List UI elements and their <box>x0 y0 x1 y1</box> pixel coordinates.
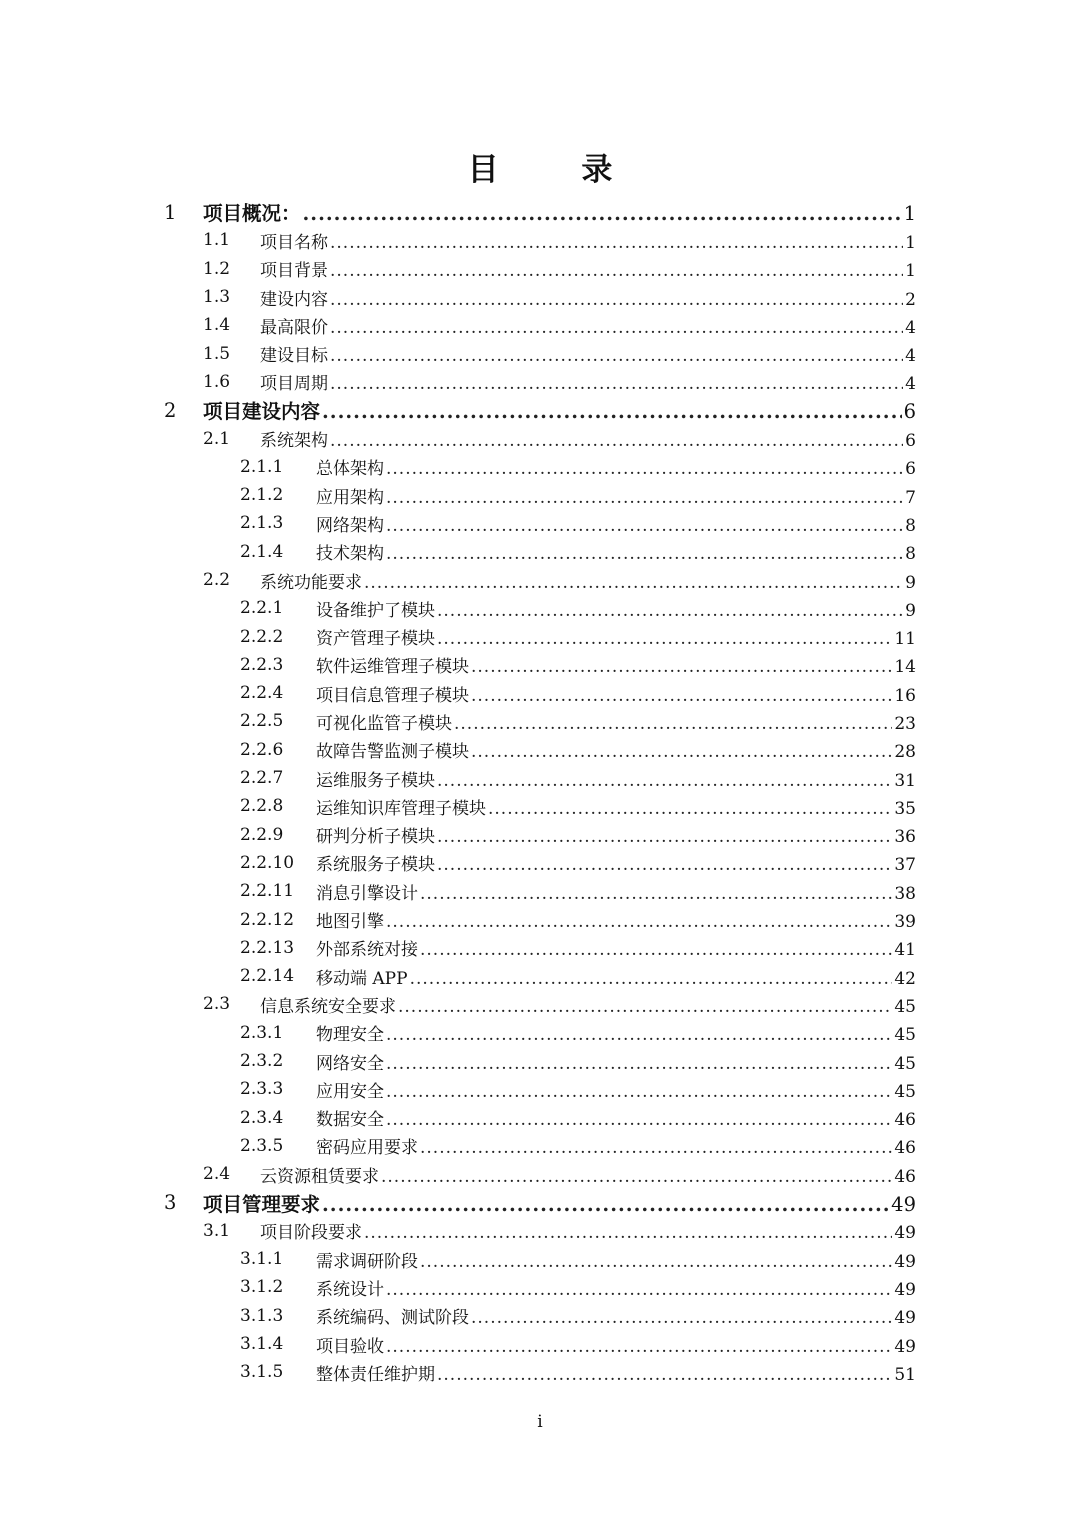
toc-entry-line <box>316 454 916 479</box>
dot-leader <box>386 488 903 508</box>
toc-entry-page-number: 8 <box>905 544 916 565</box>
dot-leader <box>437 601 903 621</box>
dot-leader <box>420 940 892 960</box>
toc-entry-number: 2.1.2 <box>240 485 284 506</box>
toc-entry-page-number: 8 <box>905 515 916 536</box>
toc-entry-number: 2.2.2 <box>240 626 284 647</box>
toc-entry-number: 2.1.3 <box>240 513 284 534</box>
toc-entry-level-2[interactable] <box>0 1160 1080 1188</box>
toc-entry-line <box>260 285 916 310</box>
toc-title: 目 录 <box>467 152 649 188</box>
toc-entry-page-number: 36 <box>894 827 916 848</box>
toc-entry-page-number: 39 <box>894 912 916 933</box>
toc-entry-level-3[interactable] <box>0 849 1080 877</box>
dot-leader <box>381 1167 892 1187</box>
toc-entry-level-3[interactable] <box>0 962 1080 990</box>
toc-entry-number: 3 <box>164 1191 177 1215</box>
toc-entry-title: 密码应用要求 <box>316 1138 418 1159</box>
toc-entry-level-3[interactable] <box>0 481 1080 509</box>
toc-entry-line <box>203 198 916 226</box>
dot-leader <box>471 686 892 706</box>
toc-entry-level-3[interactable] <box>0 1330 1080 1358</box>
dot-leader <box>364 573 903 593</box>
toc-entry-number: 3.1.5 <box>240 1362 284 1383</box>
toc-entry-level-3[interactable] <box>0 877 1080 905</box>
toc-entry-page-number: 23 <box>894 713 916 734</box>
toc-entry-title: 云资源租赁要求 <box>260 1166 379 1187</box>
toc-entry-page-number: 35 <box>894 798 916 819</box>
toc-entry-level-3[interactable] <box>0 538 1080 566</box>
toc-entry-level-2[interactable] <box>0 311 1080 339</box>
toc-entry-line <box>316 1275 916 1300</box>
dot-leader <box>322 400 902 423</box>
toc-entry-level-3[interactable] <box>0 1104 1080 1132</box>
toc-entry-number: 2.1.4 <box>240 541 284 562</box>
toc-entry-level-2[interactable] <box>0 339 1080 367</box>
toc-entry-line <box>316 539 916 564</box>
dot-leader <box>471 742 892 762</box>
dot-leader <box>420 1252 892 1272</box>
toc-entry-line <box>316 737 916 762</box>
toc-entry-level-3[interactable] <box>0 764 1080 792</box>
toc-entry-line <box>260 992 916 1017</box>
dot-leader <box>454 714 892 734</box>
toc-entry-page-number: 49 <box>894 1223 916 1244</box>
toc-entry-title: 项目名称 <box>260 232 328 253</box>
toc-entry-line <box>316 1360 916 1385</box>
toc-entry-number: 1.5 <box>203 343 231 364</box>
toc-entry-line <box>316 794 916 819</box>
toc-entry-title: 设备维护了模块 <box>316 600 435 621</box>
toc-entry-number: 2.2.13 <box>240 937 295 958</box>
toc-entry-page-number: 2 <box>905 289 916 310</box>
toc-entry-title: 外部系统对接 <box>316 940 418 961</box>
toc-entry-number: 2.3 <box>203 994 231 1015</box>
toc-entry-title: 运维服务子模块 <box>316 770 435 791</box>
toc-entry-line <box>203 396 916 424</box>
toc-entry-page-number: 38 <box>894 883 916 904</box>
dot-leader <box>471 657 892 677</box>
dot-leader <box>488 799 892 819</box>
toc-entry-number: 2.2.5 <box>240 711 284 732</box>
toc-entry-line <box>316 935 916 960</box>
toc-entry-line <box>316 709 916 734</box>
toc-entry-title: 系统设计 <box>316 1279 384 1300</box>
toc-entry-level-3[interactable] <box>0 1047 1080 1075</box>
toc-entry-line <box>316 1247 916 1272</box>
toc-entry-page-number: 6 <box>905 431 916 452</box>
toc-entry-page-number: 46 <box>894 1138 916 1159</box>
toc-entry-line <box>316 1303 916 1328</box>
toc-entry-level-3[interactable] <box>0 934 1080 962</box>
toc-entry-level-3[interactable] <box>0 1019 1080 1047</box>
toc-entry-line <box>260 228 916 253</box>
toc-entry-title: 资产管理子模块 <box>316 629 435 650</box>
toc-entry-number: 3.1.4 <box>240 1334 284 1355</box>
dot-leader <box>330 261 903 281</box>
toc-entry-line <box>260 256 916 281</box>
toc-entry-title: 总体架构 <box>316 459 384 480</box>
toc-entry-page-number: 42 <box>894 968 916 989</box>
dot-leader <box>386 1110 892 1130</box>
toc-entry-level-2[interactable] <box>0 566 1080 594</box>
toc-entry-title: 整体责任维护期 <box>316 1364 435 1385</box>
toc-entry-page-number: 14 <box>894 657 916 678</box>
toc-entry-number: 1.4 <box>203 315 231 336</box>
toc-entry-line <box>316 1332 916 1357</box>
toc-entry-title: 系统功能要求 <box>260 572 362 593</box>
toc-entry-level-3[interactable] <box>0 1245 1080 1273</box>
toc-entry-number: 3.1.3 <box>240 1305 284 1326</box>
toc-entry-title: 数据安全 <box>316 1110 384 1131</box>
toc-entry-title: 项目建设内容 <box>203 400 321 424</box>
toc-entry-level-3[interactable] <box>0 679 1080 707</box>
toc-entry-line <box>316 1105 916 1130</box>
toc-entry-page-number: 45 <box>894 1081 916 1102</box>
toc-entry-page-number: 1 <box>903 202 916 226</box>
toc-entry-page-number: 4 <box>905 317 916 338</box>
toc-entry-line <box>260 313 916 338</box>
toc-entry-level-3[interactable] <box>0 1132 1080 1160</box>
toc-entry-page-number: 46 <box>894 1110 916 1131</box>
dot-leader <box>437 827 892 847</box>
dot-leader <box>330 346 903 366</box>
toc-entry-title: 研判分析子模块 <box>316 827 435 848</box>
dot-leader <box>386 544 903 564</box>
toc-entry-page-number: 49 <box>894 1251 916 1272</box>
toc-entry-level-3[interactable] <box>0 453 1080 481</box>
toc-entry-line <box>260 426 916 451</box>
toc-entry-page-number: 6 <box>905 459 916 480</box>
toc-entry-line <box>316 483 916 508</box>
toc-entry-page-number: 45 <box>894 1025 916 1046</box>
toc-entry-page-number: 45 <box>894 1053 916 1074</box>
toc-entry-number: 2.1.1 <box>240 456 284 477</box>
toc-entry-line <box>316 766 916 791</box>
toc-entry-page-number: 11 <box>894 629 916 650</box>
toc-entry-title: 地图引擎 <box>316 912 384 933</box>
toc-entry-number: 2.2.12 <box>240 909 295 930</box>
toc-entry-title: 消息引擎设计 <box>316 883 418 904</box>
toc-entry-line <box>316 511 916 536</box>
toc-entry-title: 项目信息管理子模块 <box>316 685 469 706</box>
toc-entry-level-2[interactable] <box>0 226 1080 254</box>
dot-leader <box>386 516 903 536</box>
toc-entry-level-1[interactable] <box>0 198 1080 226</box>
toc-entry-number: 2.2.10 <box>240 852 295 873</box>
toc-entry-level-2[interactable] <box>0 1217 1080 1245</box>
toc-entry-title: 软件运维管理子模块 <box>316 657 469 678</box>
toc-entry-page-number: 1 <box>905 232 916 253</box>
toc-entry-line <box>316 879 916 904</box>
dot-leader <box>386 1280 892 1300</box>
dot-leader <box>437 771 892 791</box>
toc-entry-line <box>316 850 916 875</box>
toc-entry-page-number: 49 <box>894 1336 916 1357</box>
dot-leader <box>330 431 903 451</box>
toc-entry-line <box>260 341 916 366</box>
toc-entry-line <box>316 1133 916 1158</box>
toc-entry-line <box>316 1077 916 1102</box>
toc-entry-level-3[interactable] <box>0 509 1080 537</box>
toc-entry-level-3[interactable] <box>0 651 1080 679</box>
toc-entry-number: 2.3.5 <box>240 1135 284 1156</box>
toc-entry-line <box>260 369 916 394</box>
toc-entry-number: 2.2.4 <box>240 683 284 704</box>
toc-entry-level-3[interactable] <box>0 622 1080 650</box>
toc-entry-line <box>316 652 916 677</box>
toc-entry-title: 项目背景 <box>260 261 328 282</box>
toc-entry-page-number: 9 <box>905 600 916 621</box>
toc-entry-title: 系统编码、测试阶段 <box>316 1308 469 1329</box>
toc-entry-title: 项目周期 <box>260 374 328 395</box>
toc-entry-number: 3.1.1 <box>240 1249 284 1270</box>
dot-leader <box>386 1082 892 1102</box>
toc-entry-page-number: 4 <box>905 346 916 367</box>
toc-entry-page-number: 7 <box>905 487 916 508</box>
dot-leader <box>330 374 903 394</box>
toc-list <box>0 198 1080 1386</box>
dot-leader <box>386 1337 892 1357</box>
toc-entry-title: 信息系统安全要求 <box>260 996 396 1017</box>
toc-entry-line <box>316 624 916 649</box>
dot-leader <box>420 884 892 904</box>
toc-entry-page-number: 16 <box>894 685 916 706</box>
toc-entry-number: 2.3.4 <box>240 1107 284 1128</box>
toc-entry-title: 网络架构 <box>316 515 384 536</box>
toc-entry-level-3[interactable] <box>0 1358 1080 1386</box>
toc-entry-title: 移动端 APP <box>316 968 408 989</box>
toc-entry-number: 2.2.3 <box>240 654 284 675</box>
toc-entry-title: 故障告警监测子模块 <box>316 742 469 763</box>
toc-entry-number: 2.2.9 <box>240 824 284 845</box>
toc-entry-page-number: 28 <box>894 742 916 763</box>
toc-entry-level-3[interactable] <box>0 821 1080 849</box>
toc-entry-level-3[interactable] <box>0 1075 1080 1103</box>
toc-entry-level-3[interactable] <box>0 707 1080 735</box>
dot-leader <box>471 1308 892 1328</box>
dot-leader <box>303 202 902 225</box>
dot-leader <box>322 1193 889 1216</box>
toc-entry-line <box>203 1189 916 1217</box>
toc-entry-page-number: 49 <box>894 1279 916 1300</box>
toc-entry-title: 需求调研阶段 <box>316 1251 418 1272</box>
toc-entry-level-2[interactable] <box>0 283 1080 311</box>
toc-entry-line <box>260 568 916 593</box>
toc-entry-number: 1.2 <box>203 258 231 279</box>
toc-entry-title: 建设内容 <box>260 289 328 310</box>
toc-entry-number: 2.3.2 <box>240 1051 284 1072</box>
toc-entry-page-number: 45 <box>894 996 916 1017</box>
toc-entry-page-number: 49 <box>894 1308 916 1329</box>
toc-entry-title: 物理安全 <box>316 1025 384 1046</box>
toc-entry-level-2[interactable] <box>0 368 1080 396</box>
dot-leader <box>437 1365 892 1385</box>
toc-entry-page-number: 9 <box>905 572 916 593</box>
toc-entry-number: 2.2.11 <box>240 881 295 902</box>
toc-entry-line <box>316 1049 916 1074</box>
toc-entry-page-number: 31 <box>894 770 916 791</box>
toc-entry-line <box>316 681 916 706</box>
toc-entry-number: 1.3 <box>203 287 231 308</box>
toc-entry-level-2[interactable] <box>0 990 1080 1018</box>
toc-entry-number: 2.3.3 <box>240 1079 284 1100</box>
page-number-footer: i <box>537 1412 543 1432</box>
toc-entry-title: 项目验收 <box>316 1336 384 1357</box>
toc-entry-level-3[interactable] <box>0 1273 1080 1301</box>
toc-entry-number: 1 <box>164 200 177 224</box>
toc-entry-title: 最高限价 <box>260 317 328 338</box>
toc-entry-title: 应用架构 <box>316 487 384 508</box>
dot-leader <box>386 1025 892 1045</box>
toc-entry-line <box>316 822 916 847</box>
toc-entry-number: 2.2 <box>203 570 231 590</box>
toc-entry-line <box>260 1218 916 1243</box>
toc-entry-line <box>316 596 916 621</box>
dot-leader <box>420 1138 892 1158</box>
toc-entry-title: 系统架构 <box>260 431 328 452</box>
toc-entry-number: 2 <box>164 398 177 422</box>
toc-entry-line <box>316 1020 916 1045</box>
toc-entry-title: 网络安全 <box>316 1053 384 1074</box>
toc-entry-number: 2.2.14 <box>240 966 295 987</box>
toc-entry-level-3[interactable] <box>0 792 1080 820</box>
toc-entry-title: 系统服务子模块 <box>316 855 435 876</box>
toc-entry-page-number: 37 <box>894 855 916 876</box>
toc-entry-line <box>260 1162 916 1187</box>
dot-leader <box>386 459 903 479</box>
toc-entry-level-3[interactable] <box>0 1302 1080 1330</box>
toc-entry-title: 运维知识库管理子模块 <box>316 798 486 819</box>
toc-entry-number: 2.2.1 <box>240 598 284 619</box>
dot-leader <box>437 855 892 875</box>
toc-entry-page-number: 41 <box>894 940 916 961</box>
dot-leader <box>410 969 893 989</box>
toc-entry-line <box>316 964 916 989</box>
toc-entry-level-3[interactable] <box>0 594 1080 622</box>
toc-entry-title: 技术架构 <box>316 544 384 565</box>
toc-entry-level-2[interactable] <box>0 424 1080 452</box>
toc-entry-title: 项目管理要求 <box>203 1192 321 1216</box>
toc-entry-page-number: 46 <box>894 1166 916 1187</box>
toc-entry-number: 3.1.2 <box>240 1277 284 1298</box>
dot-leader <box>386 1054 892 1074</box>
dot-leader <box>330 318 903 338</box>
toc-entry-number: 2.4 <box>203 1164 231 1185</box>
toc-entry-level-2[interactable] <box>0 255 1080 283</box>
toc-entry-number: 2.2.6 <box>240 739 284 760</box>
toc-entry-page-number: 49 <box>891 1192 916 1216</box>
toc-entry-title: 项目概况： <box>203 202 301 226</box>
dot-leader <box>398 997 892 1017</box>
toc-entry-number: 2.1 <box>203 428 231 449</box>
dot-leader <box>330 233 903 253</box>
toc-entry-number: 2.2.7 <box>240 768 284 789</box>
toc-entry-number: 2.3.1 <box>240 1022 284 1043</box>
toc-entry-number: 3.1 <box>203 1220 231 1241</box>
dot-leader <box>386 912 892 932</box>
dot-leader <box>437 629 892 649</box>
toc-entry-line <box>316 907 916 932</box>
toc-entry-number: 1.1 <box>203 230 231 251</box>
toc-entry-title: 项目阶段要求 <box>260 1223 362 1244</box>
toc-entry-title: 建设目标 <box>260 346 328 367</box>
toc-entry-page-number: 6 <box>903 400 916 424</box>
dot-leader <box>330 290 903 310</box>
toc-entry-level-1[interactable] <box>0 396 1080 424</box>
toc-entry-number: 1.6 <box>203 371 231 392</box>
toc-entry-page-number: 51 <box>894 1364 916 1385</box>
toc-entry-page-number: 4 <box>905 374 916 395</box>
toc-entry-level-3[interactable] <box>0 905 1080 933</box>
toc-entry-number: 2.2.8 <box>240 796 284 817</box>
toc-entry-level-3[interactable] <box>0 736 1080 764</box>
dot-leader <box>364 1223 892 1243</box>
toc-entry-title: 应用安全 <box>316 1081 384 1102</box>
toc-entry-level-1[interactable] <box>0 1188 1080 1216</box>
toc-entry-page-number: 1 <box>905 261 916 282</box>
toc-entry-title: 可视化监管子模块 <box>316 713 452 734</box>
